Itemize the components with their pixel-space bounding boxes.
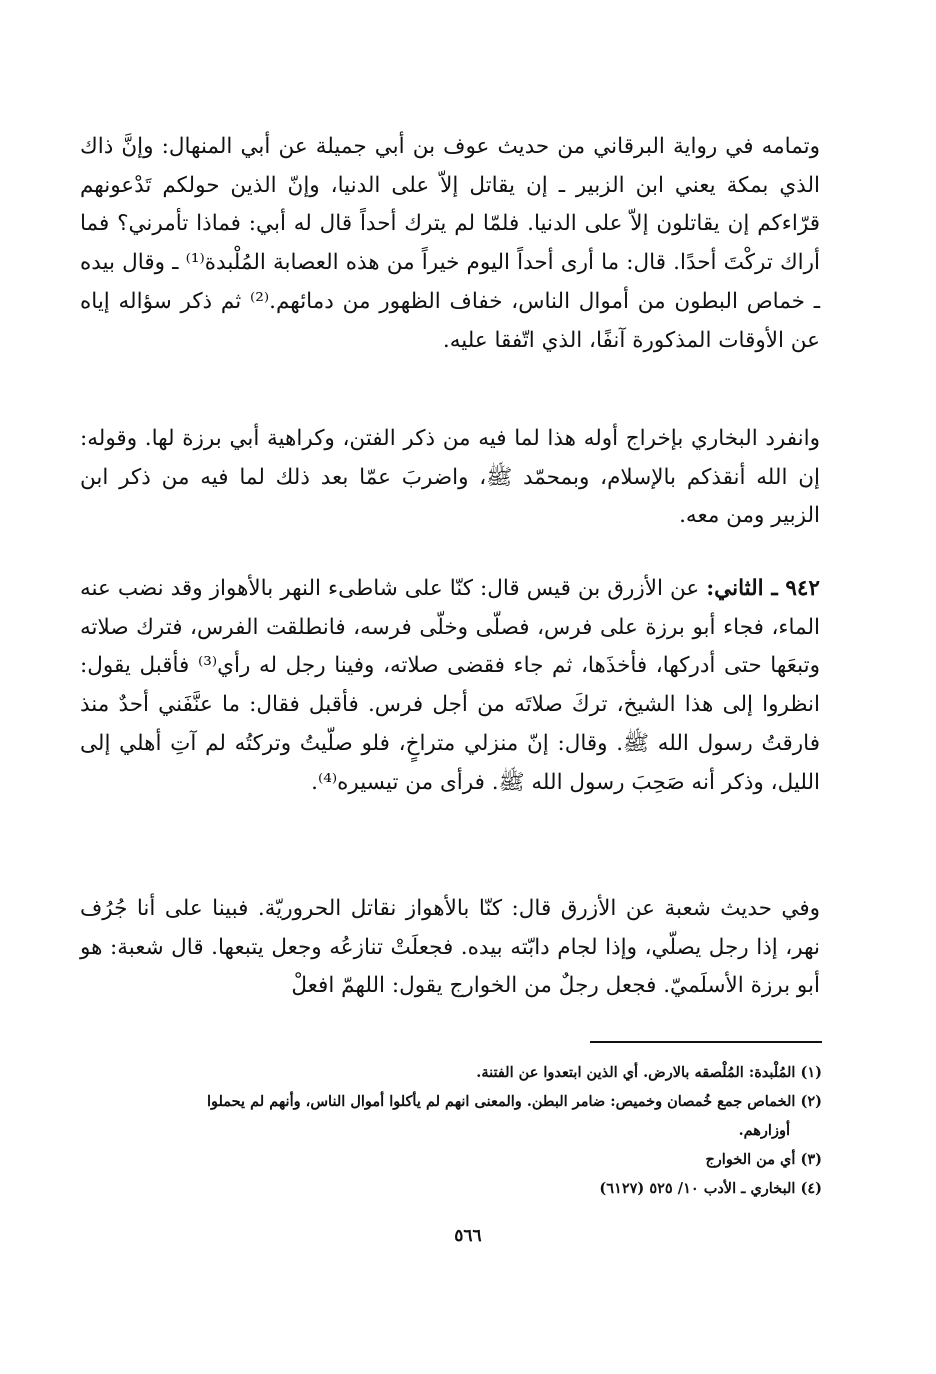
hadith-number: ٩٤٢ ـ الثاني:	[706, 576, 820, 601]
paragraph-text: وفي حديث شعبة عن الأزرق قال: كنّا بالأهواز نقاتل الحروريّة. فبينا على أنا جُرُف نهر، إذا رجل يصلّي، وإذا لجام دابّته بيده. فجعلَتْ تنازعُه وجعل يتبعها. قال شعبة: هو أبو برزة الأسلَميّ. فجعل رجلٌ من الخوارج يقول: اللهمّ افعلْ	[80, 896, 820, 999]
footnote-3: (٣) أي من الخوارج	[705, 1151, 822, 1168]
footnote-4: (٤) البخاري ـ الأدب ١٠/ ٥٢٥ (٦١٢٧)	[599, 1180, 822, 1197]
body-paragraph	[80, 890, 820, 1006]
hadith-text: عن الأزرق بن قيس قال: كنّا على شاطىء النهر بالأهواز وقد نضب عنه الماء، فجاء أبو برزة على فرس، فصلّى وخلّى فرسه، فانطلقت الفرس، فترك صلاته وتبعَها حتى أدركها، فأخذَها، ثم جاء فقضى صلاته، وفينا رجل له رأي⁽³⁾ فأقبل يقول: انظروا إلى هذا الشيخ، تركَ صلاتَه من أجل فرس. فأقبل فقال: ما عنَّفَني أحدٌ منذ فارقتُ رسول الله ﷺ. وقال: إنّ منزلي متراخٍ، فلو صلّيتُ وتركتُه لم آتِ أهلي إلى الليل، وذكر أنه صَحِبَ رسول الله ﷺ. فرأى من تيسيره⁽⁴⁾.	[80, 576, 820, 795]
hadith-entry	[80, 570, 820, 802]
footnote-2-continuation: أوزارهم.	[738, 1122, 790, 1139]
paragraph-text: وانفرد البخاري بإخراج أوله هذا لما فيه من ذكر الفتن، وكراهية أبي برزة لها. وقوله: إن الله أنقذكم بالإسلام، وبمحمّد ﷺ، واضربَ عمّا بعد ذلك لما فيه من ذكر ابن الزبير ومن معه.	[80, 426, 820, 529]
page-number: ٥٦٦	[454, 1226, 482, 1246]
footnote-2: (٢) الخماص جمع خُمصان وخميص: ضامر البطن. والمعنى انهم لم يأكلوا أموال الناس، وأنهم لم يحملوا	[206, 1093, 822, 1110]
footnote-1: (١) المُلْبدة: المُلْصقه بالارض. أي الذين ابتعدوا عن الفتنة.	[476, 1064, 822, 1081]
paragraph-text: وتمامه في رواية البرقاني من حديث عوف بن أبي جميلة عن أبي المنهال: وإنَّ ذاك الذي بمكة يعني ابن الزبير ـ إن يقاتل إلاّ على الدنيا، وإنّ الذين حولكم تَدْعونهم قرّاءكم إن يقاتلون إلاّ على الدنيا. فلمّا لم يترك أحداً قال له أبي: فماذا تأمرني؟ فما أراك تركْتَ أحدًا. قال: ما أرى أحداً اليوم خيراً من هذه العصابة المُلْبدة⁽¹⁾ ـ وقال بيده ـ خماص البطون من أموال الناس، خفاف الظهور من دمائهم.⁽²⁾ ثم ذكر سؤاله إياه عن الأوقات المذكورة آنفًا، الذي اتّفقا عليه.	[80, 134, 821, 353]
hadith-paragraph	[80, 570, 820, 802]
body-paragraph	[80, 128, 820, 360]
body-paragraph	[80, 420, 820, 536]
footnotes	[80, 1058, 822, 1203]
footnote-divider	[590, 1041, 822, 1043]
